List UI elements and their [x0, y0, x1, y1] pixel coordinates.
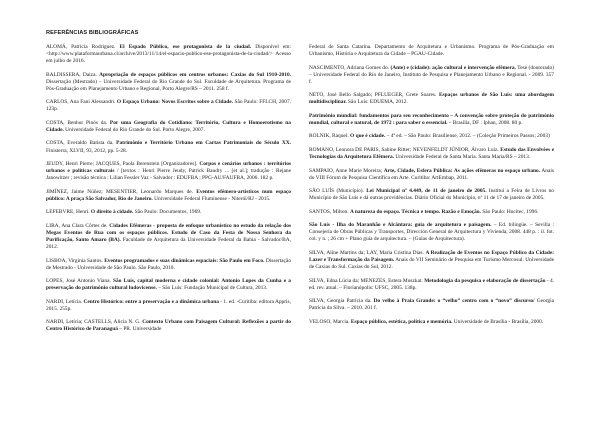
reference-entry	[309, 133, 554, 140]
reference-entry	[46, 72, 291, 93]
reference-post-text: Universidade Federal de Santa Maria. Santa Maria/RS – 2013.	[394, 154, 531, 161]
reference-entry	[309, 168, 554, 182]
reference-pre-text: COSTA, Everaldo Batista da.	[46, 140, 117, 147]
reference-entry	[309, 250, 554, 271]
reference-bold-text: Centro Histórico: entre a preservação e a dinâmica urbana	[83, 298, 219, 305]
reference-entry	[46, 209, 291, 216]
reference-bold-text: Eventos efêmero-artísticos num espaço público: A praça São Salvador, Rio de Janeiro.	[46, 188, 291, 202]
reference-bold-text: Metodologia da pesquisa e elaboração de dissertação	[424, 277, 546, 284]
reference-post-text: Dissertação (Mestrado) – Universidade Federal do Rio Grande do Sul. Faculdade de Arquitetura. Programa de Pós-Graduação em Planejamento Urbano e Regional, Porto Alegre/RS – 2011. 258 f.	[46, 78, 291, 92]
reference-entry	[46, 299, 291, 313]
reference-pre-text: ROMANO, Leonora DE PARIS, Sabine Ritter; NEVENFELDT JÚNIOR, Álvaro Luiz.	[309, 146, 501, 153]
reference-bold-text: Eventos programados e suas dinâmicas espaciais: São Paulo em Foco.	[104, 257, 265, 264]
reference-post-text: – Brasília, DF : Iphan, 2008. 80 p.	[447, 119, 523, 126]
reference-entry	[46, 189, 291, 203]
reference-post-text: Universidade de Brasília - Brasília, 2000.	[452, 318, 544, 325]
reference-post-text: Tese (doutorado) – Universidade Federal do Rio de Janeiro, Instituto de Pesquisa e Planejamento Urbano e Regional. - 2009. 357 f.	[309, 64, 554, 85]
reference-post-text: Anais do VII Seminário de Pesquisa em Turismo Mercosul. Universidade de Caxias do Sul. Caxias do Sul, 2012.	[309, 256, 554, 271]
reference-entry	[46, 319, 291, 333]
reference-entry	[46, 44, 291, 65]
reference-bold-text: Por uma Geografia do Cotidiano: Território, Cultura e Homoerotismo na Cidade.	[46, 119, 291, 133]
reference-bold-text: A natureza do espaço. Técnica e tempo. Razão e Emoção.	[349, 208, 481, 215]
reference-post-text: Anais do VIII Fórum de Pesquisa Científica em Arte. Curitiba: ArtEmbap, 2011.	[309, 167, 554, 181]
reference-entry	[46, 258, 291, 272]
reference-post-text: Universidade Federal Fluminense - Niterói/RJ - 2015.	[152, 195, 271, 202]
reference-pre-text: NASCIMENTO, Adriana Gomes do.	[309, 64, 391, 71]
reference-bold-text: Patrimônio mundial: fundamentos para seu reconhecimento – A convenção sobre proteção do patrimônio mundial, cultural e natural, de 1972 : para saber o essencial.	[309, 112, 554, 126]
reference-bold-text: Lei Municipal nº 4.449, de 11 de janeiro de 2005.	[366, 188, 487, 195]
reference-pre-text: SAMPAIO, Anne Marie Moreira;	[309, 167, 384, 174]
reference-bold-text: El Espado Público, ese protagonista de la ciudad.	[119, 44, 252, 50]
reference-pre-text: COSTA, Benhur Pinós da.	[46, 119, 110, 126]
reference-bold-text: São Luís, capital moderna e cidade colonial: Antonio Lopes da Cunha e a preservação do patrimônio cultural ludovicense.	[46, 278, 291, 292]
reference-pre-text: ROLNIK, Raquel.	[309, 133, 351, 140]
reference-entry	[309, 65, 554, 86]
reference-pre-text: SANTOS, Milton.	[309, 208, 350, 215]
reference-pre-text: SILVA, Aline Martins da; LAY, Maria Cristina Dias.	[309, 249, 426, 256]
reference-pre-text: SÃO LUÍS (Município).	[309, 188, 367, 195]
reference-bold-text: Corpos e cenários urbanos : territórios urbanos e políticas culturais	[46, 161, 291, 175]
reference-entry	[46, 99, 291, 113]
reference-bold-text: Do velho à Praia Grande: o “velho” centro com o “novo” discurso/	[373, 298, 535, 305]
reference-pre-text: SILVA, Georgia Patrícia da.	[309, 298, 374, 305]
reference-pre-text: LEFEBVRE, Henri.	[46, 209, 91, 216]
reference-pre-text: NETO, José Bello Salgado; PFLUEGER, Grete Soares.	[309, 92, 439, 99]
reference-entry	[309, 298, 554, 312]
reference-bold-text: Espaço público, estética, política e memória.	[350, 318, 453, 325]
reference-post-text: São Paulo: Documentos, 1969.	[133, 209, 202, 216]
reference-entry	[309, 188, 554, 202]
reference-pre-text: JIMÍNEZ, Jaime Núñez; MESENTIER, Leonardo Marques de.	[46, 188, 197, 195]
reference-bold-text: O direito à cidade.	[90, 209, 134, 216]
reference-columns	[46, 44, 554, 333]
reference-pre-text: LISBOA, Virgínia Santos.	[46, 257, 105, 264]
reference-post-text: Georgia Patrícia da Silva. – 2010. 201 f.	[309, 298, 554, 312]
reference-bold-text: Cidades Efêmeras - proposta de enfoque urbanístico no estudo da relação dos Megas Eventos de Rua com os espaços públicos. Estudo de Caso da Festa de Nossa Senhora da Purificação, Santo Amaro (BA).	[46, 222, 292, 243]
reference-pre-text: LIRA, Ana Clara Côrtes de.	[46, 222, 110, 229]
reference-post-text: – PR. Universidade	[117, 326, 162, 333]
reference-post-text: São Luís: EDUEMA, 2012.	[346, 99, 408, 106]
reference-post-text: - 4. ed. rev. atual. – Florianópolis: UFSC, 2005. 138p.	[309, 277, 555, 291]
reference-entry	[46, 140, 291, 154]
reference-pre-text: ALOMÁ, Patricia Rodriguez.	[46, 44, 120, 50]
reference-post-text: - 1. ed. -Curitiba: editora Appris, 2015. 255p.	[46, 298, 291, 312]
reference-post-text: São Paulo: Hucitec, 1996.	[480, 208, 539, 215]
reference-entry	[309, 44, 554, 58]
reference-entry	[309, 222, 554, 243]
reference-entry	[46, 223, 291, 251]
reference-pre-text: NARDI, Letícia; CASTELLS, Alicia N. G.	[46, 319, 143, 326]
reference-entry	[309, 92, 554, 106]
reference-pre-text: VELOSO, Marcia.	[309, 318, 351, 325]
reference-post-text: – São Luís: Fundação Municipal de Cultura, 2013.	[156, 285, 268, 292]
reference-bold-text: A Realização de Eventos no Espaço Público da Cidade: Lazer e Transformação da Paisagem.	[309, 249, 555, 263]
reference-entry	[46, 120, 291, 134]
reference-bold-text: Apropriação de espaços públicos em centros urbanos: Caxias do Sul 1910-2010.	[99, 71, 291, 78]
reference-pre-text: SILVA, Edna Lúcia da; MENEZES, Estera Muszkat.	[309, 277, 425, 284]
page-heading: REFERÊNCIAS BIBLIOGRÁFICAS	[46, 30, 139, 36]
reference-pre-text: NARDI, Letícia.	[46, 298, 84, 305]
reference-bold-text: O que é cidade.	[350, 133, 386, 140]
reference-entry	[309, 209, 554, 216]
reference-entry	[46, 278, 291, 292]
reference-post-text: Faculdade de Arquitetura da Universidade Federal da Bahia - Salvador/BA, 2012.	[46, 236, 291, 250]
reference-post-text: Institui a Feira de Livros no Município de São Luís e dá outras providências. Diário Oficial do Município, nº 11 de 17 de janeiro de 2005.	[309, 188, 554, 202]
reference-post-text: São Paulo: FFLCH, 2007. 123p.	[46, 99, 291, 113]
reference-entry	[309, 113, 554, 127]
reference-post-text: / [textos : Henri Pierre Jeudy, Patrick Baudry ... [et al.]; tradução : Rejane Janowitzer ; revisão técnica : Lilian Fessler Vaz - Salvador : EDUFBA ; PPG-AU/FAUFBA, 2006. 182 p.	[46, 168, 292, 182]
reference-pre-text: Federal de Santa Catarina. Departamento de Arquitetura e Urbanismo. Programa de Pós-Graduação em Urbanismo, História e Arquitetura da Cidade – PGAU-Cidade.	[309, 44, 554, 58]
reference-pre-text: CARLOS, Ana Fani Alessandri.	[46, 99, 117, 106]
reference-bold-text: (Ante) e (cidade): ação cultural e intervenção efêmera.	[390, 64, 516, 71]
reference-entry	[309, 319, 554, 326]
reference-post-text: Disponível em: <http://www.plataformaurbana.cl/archive/2013/11/14/el-espacio-publico-ese-protagonista-de-la-ciudad/> Acesso em julho de 2016.	[46, 44, 291, 65]
reference-bold-text: O Espaço Urbano: Novos Escritos sobre a Cidade.	[116, 99, 233, 106]
reference-bold-text: Patrimônio e Território Urbano em Cartas Patrimoniais do Século XX.	[116, 140, 291, 147]
reference-entry	[309, 278, 554, 292]
reference-entry	[309, 147, 554, 161]
reference-bold-text: Espaços urbanos de São Luís: uma abordagem multidisciplinar.	[309, 92, 554, 106]
reference-entry	[46, 161, 291, 182]
reference-bold-text: Estudo das Envolvêes e Tecnologias da Arquitetura Efêmera.	[309, 146, 555, 161]
reference-pre-text: BALDISSERA, Daiza.	[46, 71, 100, 78]
reference-pre-text: LOPES, José Antonio Viana.	[46, 278, 114, 285]
reference-post-text: Dissertação de Mestrado - Universidade de São Paulo. São Paulo, 2010.	[46, 257, 292, 271]
left-column	[46, 44, 291, 333]
reference-bold-text: Arte, Cidade, Esfera Pública: As ações efêmeras no espaço urbano.	[383, 167, 541, 174]
reference-post-text: Universidade Federal do Rio Grande do Sul. Porto Alegre, 2007.	[63, 126, 205, 133]
reference-bold-text: São Luís - Ilha do Maranhão e Alcântara: guia de arquitetura e paisagem.	[309, 222, 492, 229]
reference-bold-text: Contexto Urbano com Paisagem Cultural: Reflexões a partir do Centro Histórico de Paranaguá	[46, 319, 291, 333]
right-column	[309, 44, 554, 333]
reference-post-text: Finisterra, XLVII, 93, 2012, pp. 5-28.	[46, 147, 128, 154]
reference-pre-text: JEUDY, Henri Pierre; JACQUES, Paola Berenstein [Organizadores].	[46, 161, 200, 168]
reference-post-text: – 4ª ed. – São Paulo: Brasiliense, 2012. – (Coleção Primeiros Passos; 2003)	[385, 133, 550, 140]
reference-post-text: – Ed. bilingüe. – Sevilla : Consejería de Obras Públicas y Transportes, Dirección General de Arquitectura y Vivienda, 2008. 448 p. : il. fot. col. y n. ; 26 cm + Plano guía de arquitectura. – (Guías de Arquitectura).	[309, 222, 554, 243]
